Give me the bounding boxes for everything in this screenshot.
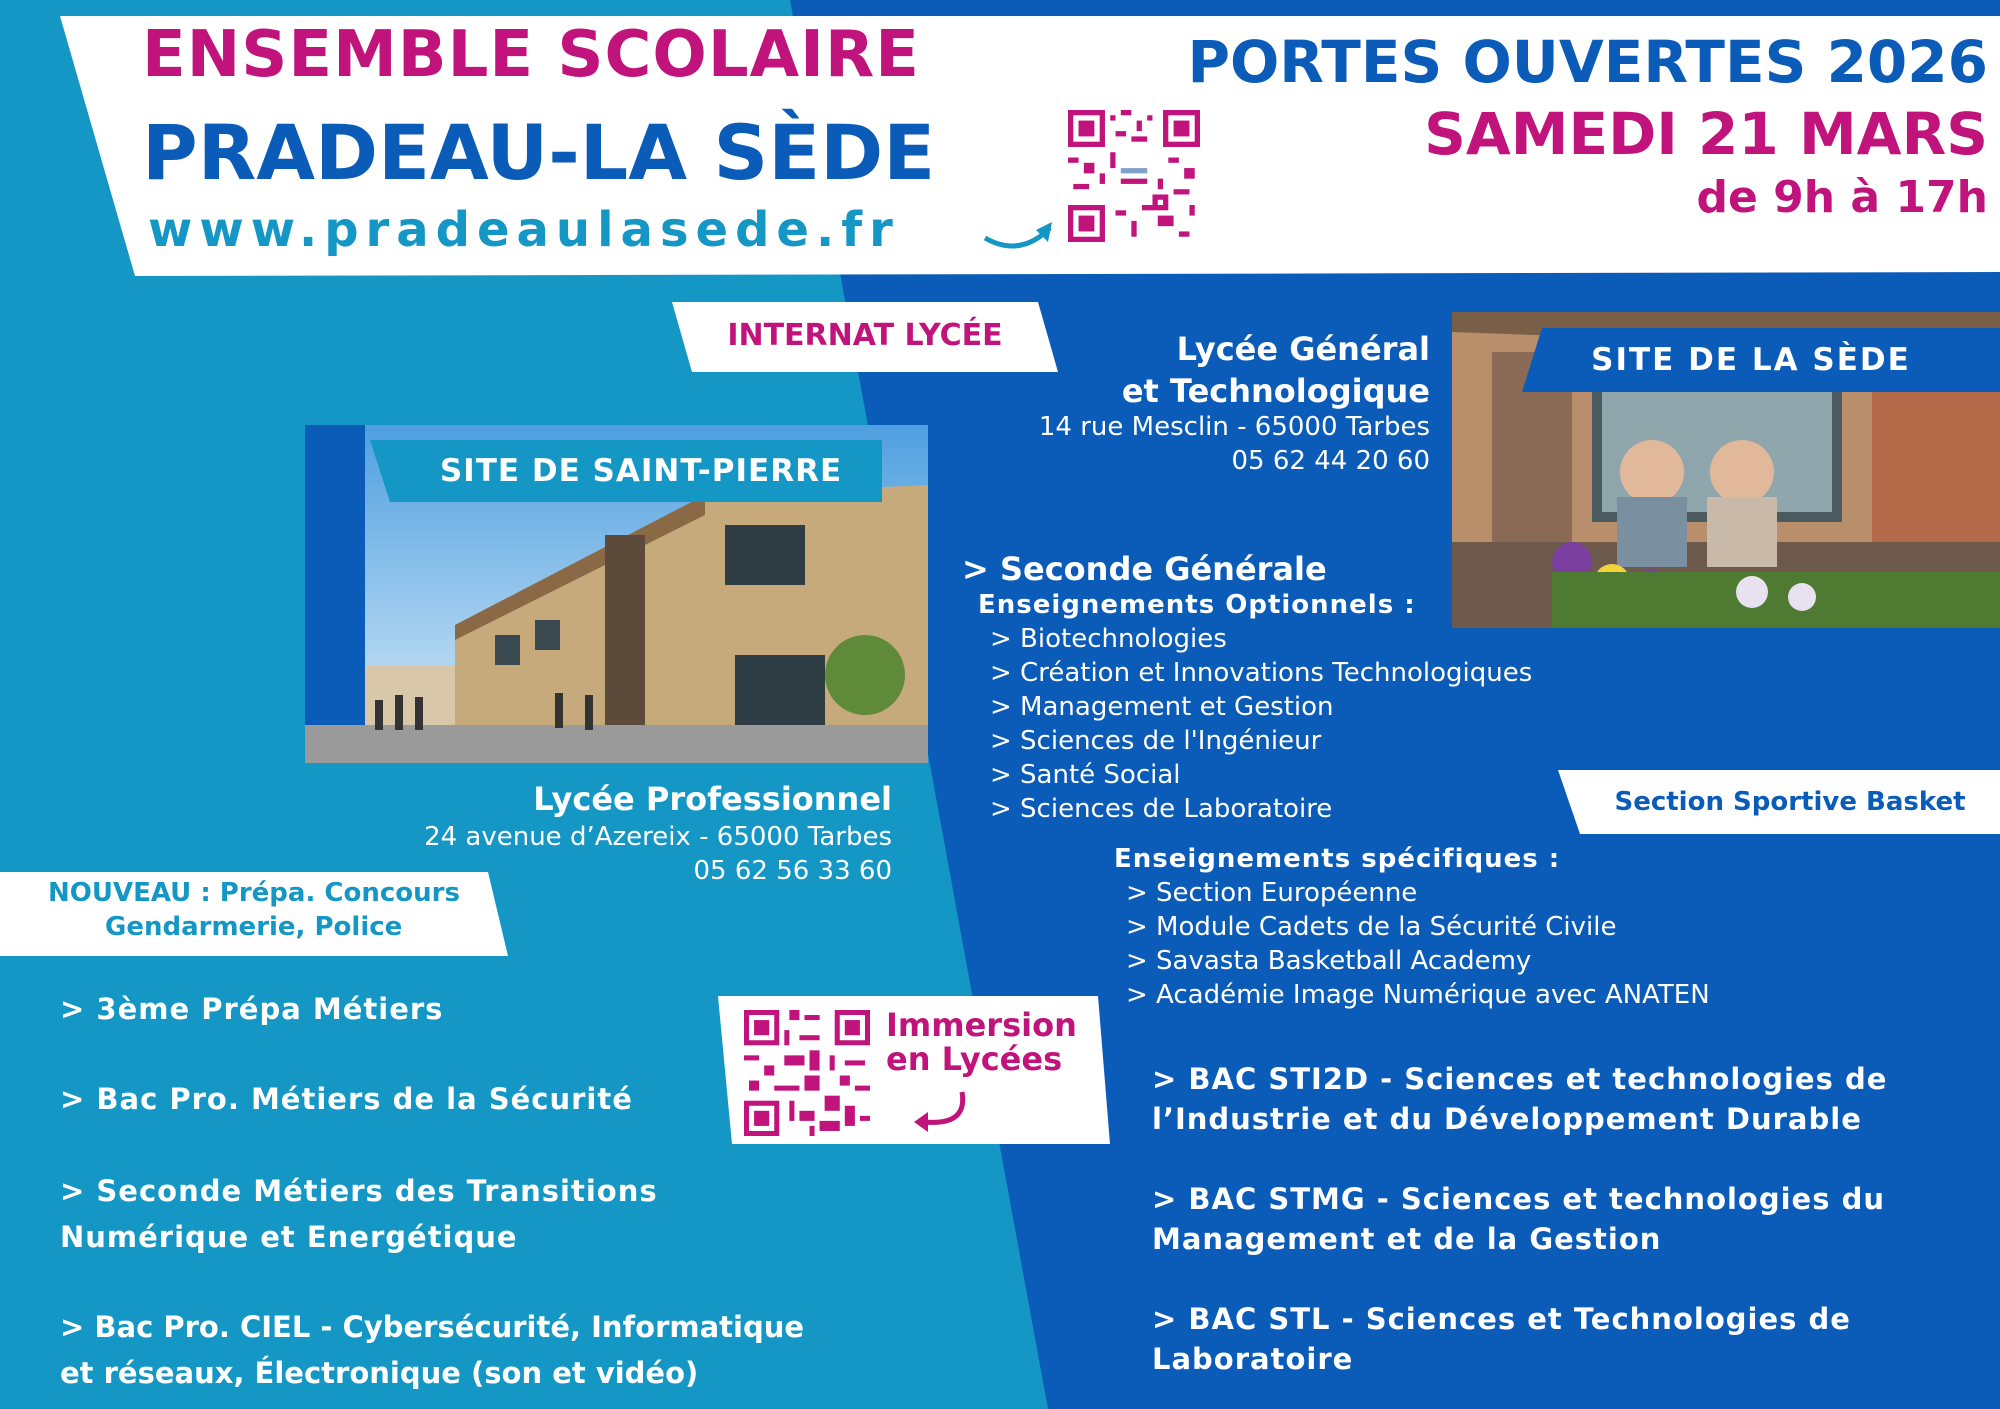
curved-arrow-icon bbox=[910, 1088, 970, 1134]
title-line1: ENSEMBLE SCOLAIRE bbox=[142, 18, 920, 92]
nouveau-line2: Gendarmerie, Police bbox=[105, 912, 403, 942]
immersion-qr-icon[interactable] bbox=[744, 1010, 870, 1136]
specific-item: > Académie Image Numérique avec ANATEN bbox=[1126, 980, 1710, 1010]
pro-program-4-line2: et réseaux, Électronique (son et vidéo) bbox=[60, 1356, 699, 1390]
saint-pierre-address: 24 avenue d’Azereix - 65000 Tarbes bbox=[424, 822, 892, 852]
seconde-title: > Seconde Générale bbox=[962, 550, 1327, 588]
pro-program-2: > Bac Pro. Métiers de la Sécurité bbox=[60, 1082, 633, 1116]
section-sportive-label: Section Sportive Basket bbox=[1614, 787, 1966, 817]
bac-stmg-line1: > BAC STMG - Sciences et technologies du bbox=[1152, 1182, 1885, 1216]
bac-stl-line1: > BAC STL - Sciences et Technologies de bbox=[1152, 1302, 1851, 1336]
bac-stmg-line2: Management et de la Gestion bbox=[1152, 1222, 1662, 1256]
specific-item: > Section Européenne bbox=[1126, 878, 1418, 908]
immersion-line1: Immersion bbox=[886, 1006, 1077, 1044]
bac-sti2d-line2: l’Industrie et du Développement Durable bbox=[1152, 1102, 1862, 1136]
specific-item: > Module Cadets de la Sécurité Civile bbox=[1126, 912, 1617, 942]
optional-item: > Sciences de Laboratoire bbox=[990, 794, 1333, 824]
specific-title: Enseignements spécifiques : bbox=[1114, 844, 1561, 874]
la-sede-phone: 05 62 44 20 60 bbox=[1231, 446, 1430, 476]
pro-program-3-line1: > Seconde Métiers des Transitions bbox=[60, 1174, 658, 1208]
title-line2: PRADEAU-LA SÈDE bbox=[142, 108, 936, 197]
specific-item: > Savasta Basketball Academy bbox=[1126, 946, 1532, 976]
optional-item: > Management et Gestion bbox=[990, 692, 1334, 722]
optional-item: > Création et Innovations Technologiques bbox=[990, 658, 1533, 688]
bac-stl-line2: Laboratoire bbox=[1152, 1342, 1354, 1376]
saint-pierre-label: SITE DE SAINT-PIERRE bbox=[439, 453, 843, 489]
event-title: PORTES OUVERTES 2026 bbox=[1187, 28, 1988, 96]
saint-pierre-school: Lycée Professionnel bbox=[533, 780, 892, 818]
pro-program-4-line1: > Bac Pro. CIEL - Cybersécurité, Informatique bbox=[60, 1310, 805, 1344]
bac-sti2d-line1: > BAC STI2D - Sciences et technologies de bbox=[1152, 1062, 1888, 1096]
immersion-line2: en Lycées bbox=[886, 1040, 1063, 1078]
website-link[interactable]: www.pradeaulasede.fr bbox=[148, 202, 900, 258]
optional-item: > Santé Social bbox=[990, 760, 1181, 790]
event-date: SAMEDI 21 MARS bbox=[1424, 100, 1988, 168]
event-hours: de 9h à 17h bbox=[1696, 172, 1988, 223]
optional-title: Enseignements Optionnels : bbox=[978, 590, 1416, 620]
la-sede-label: SITE DE LA SÈDE bbox=[1591, 342, 1911, 378]
saint-pierre-phone: 05 62 56 33 60 bbox=[693, 856, 892, 886]
pro-program-3-line2: Numérique et Energétique bbox=[60, 1220, 518, 1254]
optional-item: > Sciences de l'Ingénieur bbox=[990, 726, 1322, 756]
la-sede-address: 14 rue Mesclin - 65000 Tarbes bbox=[1038, 412, 1430, 442]
la-sede-school-line1: Lycée Général bbox=[1176, 330, 1430, 368]
optional-item: > Biotechnologies bbox=[990, 624, 1227, 654]
pro-program-1: > 3ème Prépa Métiers bbox=[60, 992, 444, 1026]
qr-code-icon[interactable] bbox=[1068, 110, 1200, 242]
nouveau-line1: NOUVEAU : Prépa. Concours bbox=[48, 878, 460, 908]
internat-label: INTERNAT LYCÉE bbox=[727, 317, 1003, 353]
la-sede-school-line2: et Technologique bbox=[1121, 372, 1430, 410]
